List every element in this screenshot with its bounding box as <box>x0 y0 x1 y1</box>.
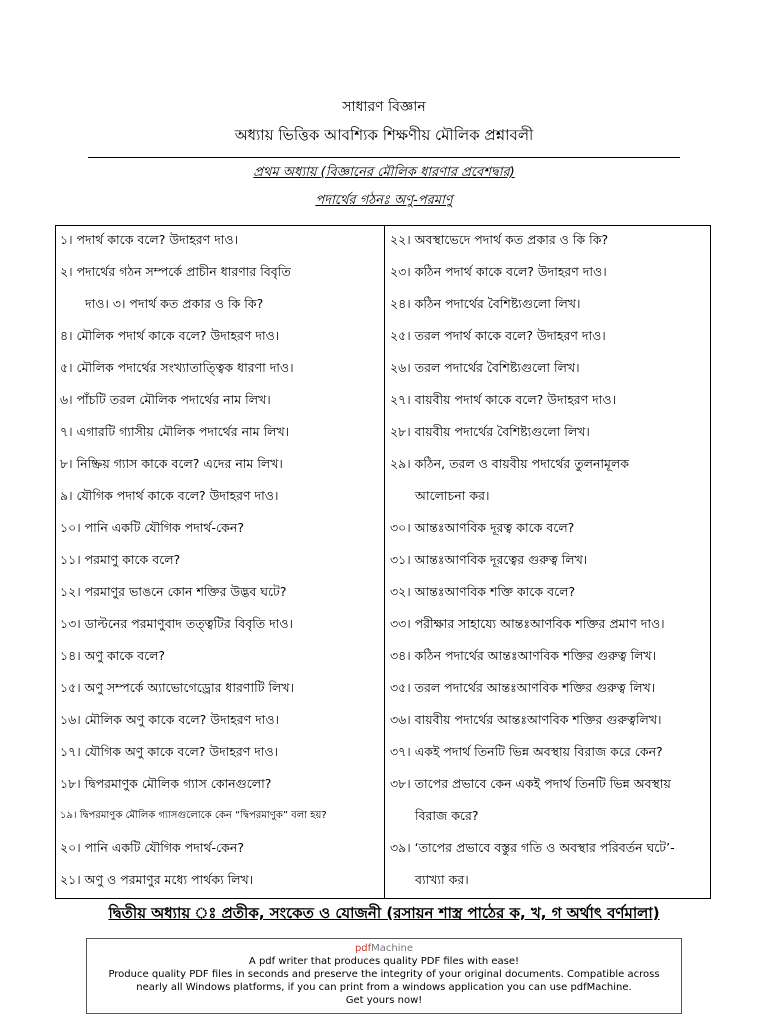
question-item: ২৫। তরল পদার্থ কাকে বলে? উদাহরণ দাও। <box>390 328 606 343</box>
question-item: ৩০। আন্তঃআণবিক দূরত্ব কাকে বলে? <box>390 520 575 535</box>
question-item: ২৭। বায়বীয় পদার্থ কাকে বলে? উদাহরণ দাও। <box>390 392 617 407</box>
right-question-column <box>390 226 710 898</box>
question-item: ১। পদার্থ কাকে বলে? উদাহরণ দাও। <box>60 232 239 247</box>
question-item: আলোচনা কর। <box>415 488 490 503</box>
subject-title: সাধারণ বিজ্ঞান <box>342 99 426 115</box>
page-heading: অধ্যায় ভিত্তিক আবশ্যিক শিক্ষণীয় মৌলিক প্রশ্নাবলী <box>234 126 534 144</box>
question-item: ৩৬। বায়বীয় পদার্থের আন্তঃআণবিক শক্তির গুরুত্বলিখ। <box>390 712 662 727</box>
question-item: ৬। পাঁচটি তরল মৌলিক পদার্থের নাম লিখ। <box>60 392 271 407</box>
section-title-text: পদার্থের গঠনঃ অণু-পরমাণু <box>315 193 453 208</box>
question-item: ২১। অণু ও পরমাণুর মধ্যে পার্থক্য লিখ। <box>60 872 254 887</box>
question-item: ৩৪। কঠিন পদার্থের আন্তঃআণবিক শক্তির গুরুত্ব লিখ। <box>390 648 657 663</box>
question-item: ৪। মৌলিক পদার্থ কাকে বলে? উদাহরণ দাও। <box>60 328 280 343</box>
question-item: ৭। এগারটি গ্যাসীয় মৌলিক পদার্থের নাম লিখ। <box>60 424 290 439</box>
question-item: ৩২। আন্তঃআণবিক শক্তি কাকে বলে? <box>390 584 576 599</box>
question-item: ২৩। কঠিন পদার্থ কাকে বলে? উদাহরণ দাও। <box>390 264 607 279</box>
question-item: ২২। অবস্থাভেদে পদার্থ কত প্রকার ও কি কি? <box>390 232 609 247</box>
chapter-title-text: প্রথম অধ্যায় (বিজ্ঞানের মৌলিক ধারণার প্রবেশদ্বার) <box>253 165 515 180</box>
question-item: ১৪। অণু কাকে বলে? <box>60 648 166 663</box>
pdfmachine-logo[interactable] <box>87 942 681 955</box>
question-table <box>55 225 711 899</box>
ad-get-yours-link[interactable]: Get yours now! <box>345 995 423 1006</box>
brand-suffix: Machine <box>371 943 414 954</box>
ad-line-2: Produce quality PDF files in seconds and preserve the integrity of your original documents. Compatible across <box>108 969 660 980</box>
question-item: ২০। পানি একটি যৌগিক পদার্থ-কেন? <box>60 840 244 855</box>
question-item: ১৬। মৌলিক অণু কাকে বলে? উদাহরণ দাও। <box>60 712 280 727</box>
brand-prefix: pdf <box>354 943 372 954</box>
ad-line-1: A pdf writer that produces quality PDF files with ease! <box>248 956 520 967</box>
question-item: ২৯। কঠিন, তরল ও বায়বীয় পদার্থের তুলনামূলক <box>390 456 630 471</box>
question-item: ৩৭। একই পদার্থ তিনটি ভিন্ন অবস্থায় বিরাজ করে কেন? <box>390 744 663 759</box>
question-item: ৯। যৌগিক পদার্থ কাকে বলে? উদাহরণ দাও। <box>60 488 279 503</box>
question-item: ১৮। দ্বিপরমাণুক মৌলিক গ্যাস কোনগুলো? <box>60 776 272 791</box>
question-item: ৩৩। পরীক্ষার সাহায্যে আন্তঃআণবিক শক্তির প্রমাণ দাও। <box>390 616 665 631</box>
question-item: ৫। মৌলিক পদার্থের সংখ্যাতাত্ত্বিক ধারণা দাও। <box>60 360 294 375</box>
question-item: বিরাজ করে? <box>415 808 479 823</box>
question-item: ১৩। ডাল্টনের পরমাণুবাদ তত্ত্বটির বিবৃতি দাও। <box>60 616 293 631</box>
pdfmachine-footer-ad <box>86 938 682 1014</box>
question-item: ১১। পরমাণু কাকে বলে? <box>60 552 181 567</box>
question-item: ১৫। অণু সম্পর্কে অ্যাভোগেড্রোর ধারণাটি লিখ। <box>60 680 295 695</box>
question-item: ২৬। তরল পদার্থের বৈশিষ্ট্যগুলো লিখ। <box>390 360 580 375</box>
ad-line-3: nearly all Windows platforms, if you can print from a windows application you can use pdfMachine. <box>136 982 632 993</box>
left-question-column <box>60 226 382 898</box>
question-item: ২৮। বায়বীয় পদার্থের বৈশিষ্ট্যগুলো লিখ। <box>390 424 590 439</box>
chapter2-heading <box>0 902 768 927</box>
column-divider <box>384 226 385 898</box>
question-item: ১২। পরমাণুর ভাঙনে কোন শক্তির উদ্ভব ঘটে? <box>60 584 287 599</box>
header-rule <box>88 157 680 158</box>
question-item: ৩১। আন্তঃআণবিক দূরত্বের গুরুত্ব লিখ। <box>390 552 588 567</box>
question-item: ১৭। যৌগিক অণু কাকে বলে? উদাহরণ দাও। <box>60 744 279 759</box>
question-item: ১৯। দ্বিপরমাণুক মৌলিক গ্যাসগুলোকে কেন “দ্বিপরমাণুক” বলা হয়? <box>60 810 327 821</box>
question-item: ২। পদার্থের গঠন সম্পর্কে প্রাচীন ধারণার বিবৃতি <box>60 264 291 279</box>
question-item: ২৪। কঠিন পদার্থের বৈশিষ্ট্যগুলো লিখ। <box>390 296 581 311</box>
question-item: ৩৫। তরল পদার্থের আন্তঃআণবিক শক্তির গুরুত্ব লিখ। <box>390 680 656 695</box>
question-item: ৩৯। ‘তাপের প্রভাবে বস্তুর গতি ও অবস্থার পরিবর্তন ঘটে’- <box>390 840 675 855</box>
question-item: ৩৮। তাপের প্রভাবে কেন একই পদার্থ তিনটি ভিন্ন অবস্থায় <box>390 776 671 791</box>
question-item: ১০। পানি একটি যৌগিক পদার্থ-কেন? <box>60 520 244 535</box>
question-item: ব্যাখ্যা কর। <box>415 872 469 887</box>
question-item: দাও। ৩। পদার্থ কত প্রকার ও কি কি? <box>85 296 264 311</box>
chapter2-heading-text: দ্বিতীয় অধ্যায় ঃ প্রতীক, সংকেত ও যোজনী (রসায়ন শাস্ত্র পাঠের ক, খ, গ অর্থাৎ বর্ণমালা) <box>108 904 660 922</box>
question-item: ৮। নিষ্ক্রিয় গ্যাস কাকে বলে? এদের নাম লিখ। <box>60 456 283 471</box>
section-title <box>0 191 768 212</box>
chapter-title <box>0 163 768 184</box>
